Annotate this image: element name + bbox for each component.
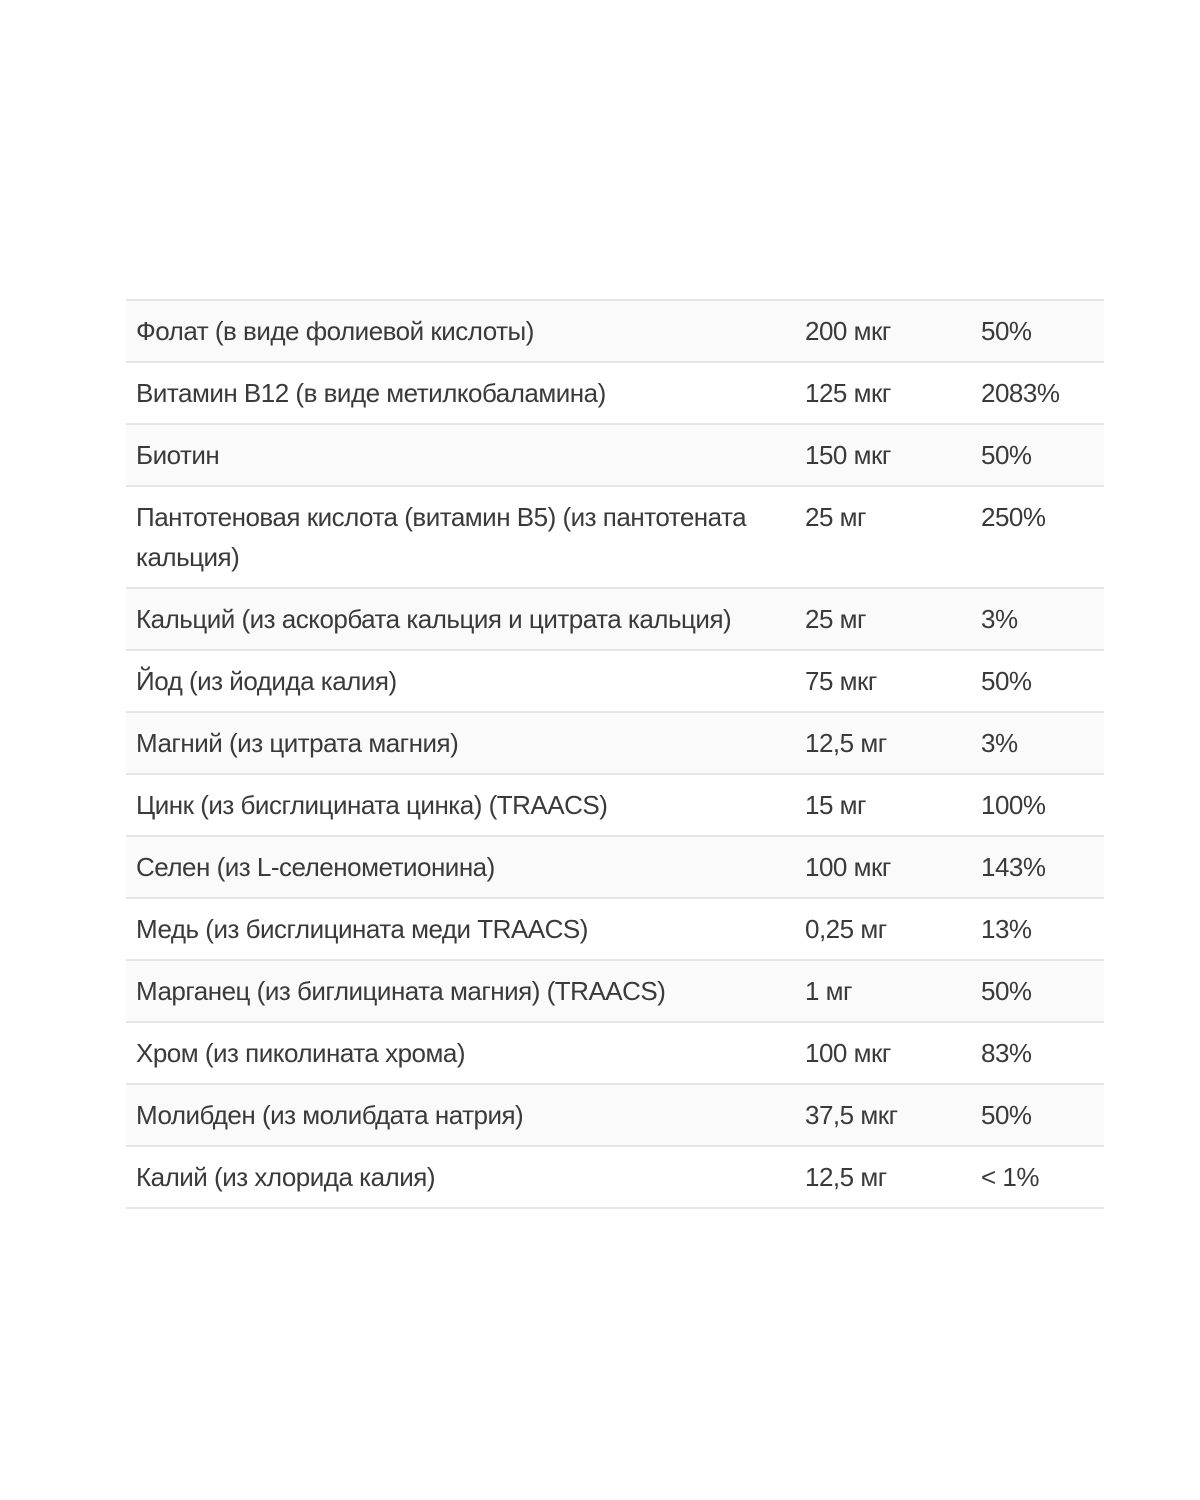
nutrient-daily-value: 3% (981, 728, 1018, 758)
nutrient-amount: 25 мг (805, 502, 867, 532)
table-row (126, 300, 1104, 362)
nutrient-name: Цинк (из бисглицината цинка) (TRAACS) (136, 790, 608, 820)
nutrient-amount: 12,5 мг (805, 728, 887, 758)
table-row (126, 1084, 1104, 1146)
nutrient-daily-value: 50% (981, 316, 1032, 346)
nutrient-daily-value: 50% (981, 1100, 1032, 1130)
table-row (126, 712, 1104, 774)
nutrient-amount: 125 мкг (805, 378, 891, 408)
nutrient-daily-value: 13% (981, 914, 1032, 944)
nutrient-name: Кальций (из аскорбата кальция и цитрата кальция) (136, 604, 732, 634)
nutrient-daily-value: 50% (981, 666, 1032, 696)
table-row (126, 588, 1104, 650)
nutrient-daily-value: 83% (981, 1038, 1032, 1068)
table-row (126, 960, 1104, 1022)
nutrient-name: Пантотеновая кислота (витамин В5) (из пантотената кальция) (136, 502, 747, 572)
nutrient-amount: 200 мкг (805, 316, 891, 346)
nutrient-name: Витамин В12 (в виде метилкобаламина) (136, 378, 606, 408)
nutrient-name: Молибден (из молибдата натрия) (136, 1100, 524, 1130)
nutrient-amount: 0,25 мг (805, 914, 887, 944)
nutrient-daily-value: 50% (981, 440, 1032, 470)
nutrient-name: Медь (из бисглицината меди TRAACS) (136, 914, 588, 944)
nutrient-name: Магний (из цитрата магния) (136, 728, 459, 758)
nutrient-name: Фолат (в виде фолиевой кислоты) (136, 316, 534, 346)
nutrient-name: Биотин (136, 440, 220, 470)
nutrient-name: Хром (из пиколината хрома) (136, 1038, 465, 1068)
nutrient-name: Марганец (из биглицината магния) (TRAACS) (136, 976, 666, 1006)
nutrient-amount: 150 мкг (805, 440, 891, 470)
nutrient-amount: 100 мкг (805, 852, 891, 882)
nutrient-daily-value: 50% (981, 976, 1032, 1006)
nutrient-table (126, 299, 1104, 1209)
nutrient-daily-value: 143% (981, 852, 1046, 882)
nutrient-name: Селен (из L-селенометионина) (136, 852, 495, 882)
table-row (126, 836, 1104, 898)
nutrient-daily-value: 100% (981, 790, 1046, 820)
nutrient-amount: 100 мкг (805, 1038, 891, 1068)
table-row (126, 774, 1104, 836)
table-row (126, 424, 1104, 486)
nutrient-daily-value: 250% (981, 502, 1046, 532)
table-row (126, 1022, 1104, 1084)
nutrient-amount: 15 мг (805, 790, 867, 820)
nutrient-amount: 37,5 мкг (805, 1100, 898, 1130)
nutrient-daily-value: 2083% (981, 378, 1060, 408)
table-row (126, 650, 1104, 712)
nutrient-amount: 75 мкг (805, 666, 877, 696)
table-row (126, 898, 1104, 960)
table-row (126, 1146, 1104, 1208)
nutrient-daily-value: < 1% (981, 1162, 1039, 1192)
table-row (126, 362, 1104, 424)
nutrient-amount: 25 мг (805, 604, 867, 634)
nutrient-name: Калий (из хлорида калия) (136, 1162, 435, 1192)
nutrient-table-container (126, 299, 1104, 1209)
nutrient-amount: 1 мг (805, 976, 853, 1006)
table-row (126, 486, 1104, 588)
nutrient-daily-value: 3% (981, 604, 1018, 634)
nutrient-name: Йод (из йодида калия) (136, 666, 397, 696)
nutrient-amount: 12,5 мг (805, 1162, 887, 1192)
